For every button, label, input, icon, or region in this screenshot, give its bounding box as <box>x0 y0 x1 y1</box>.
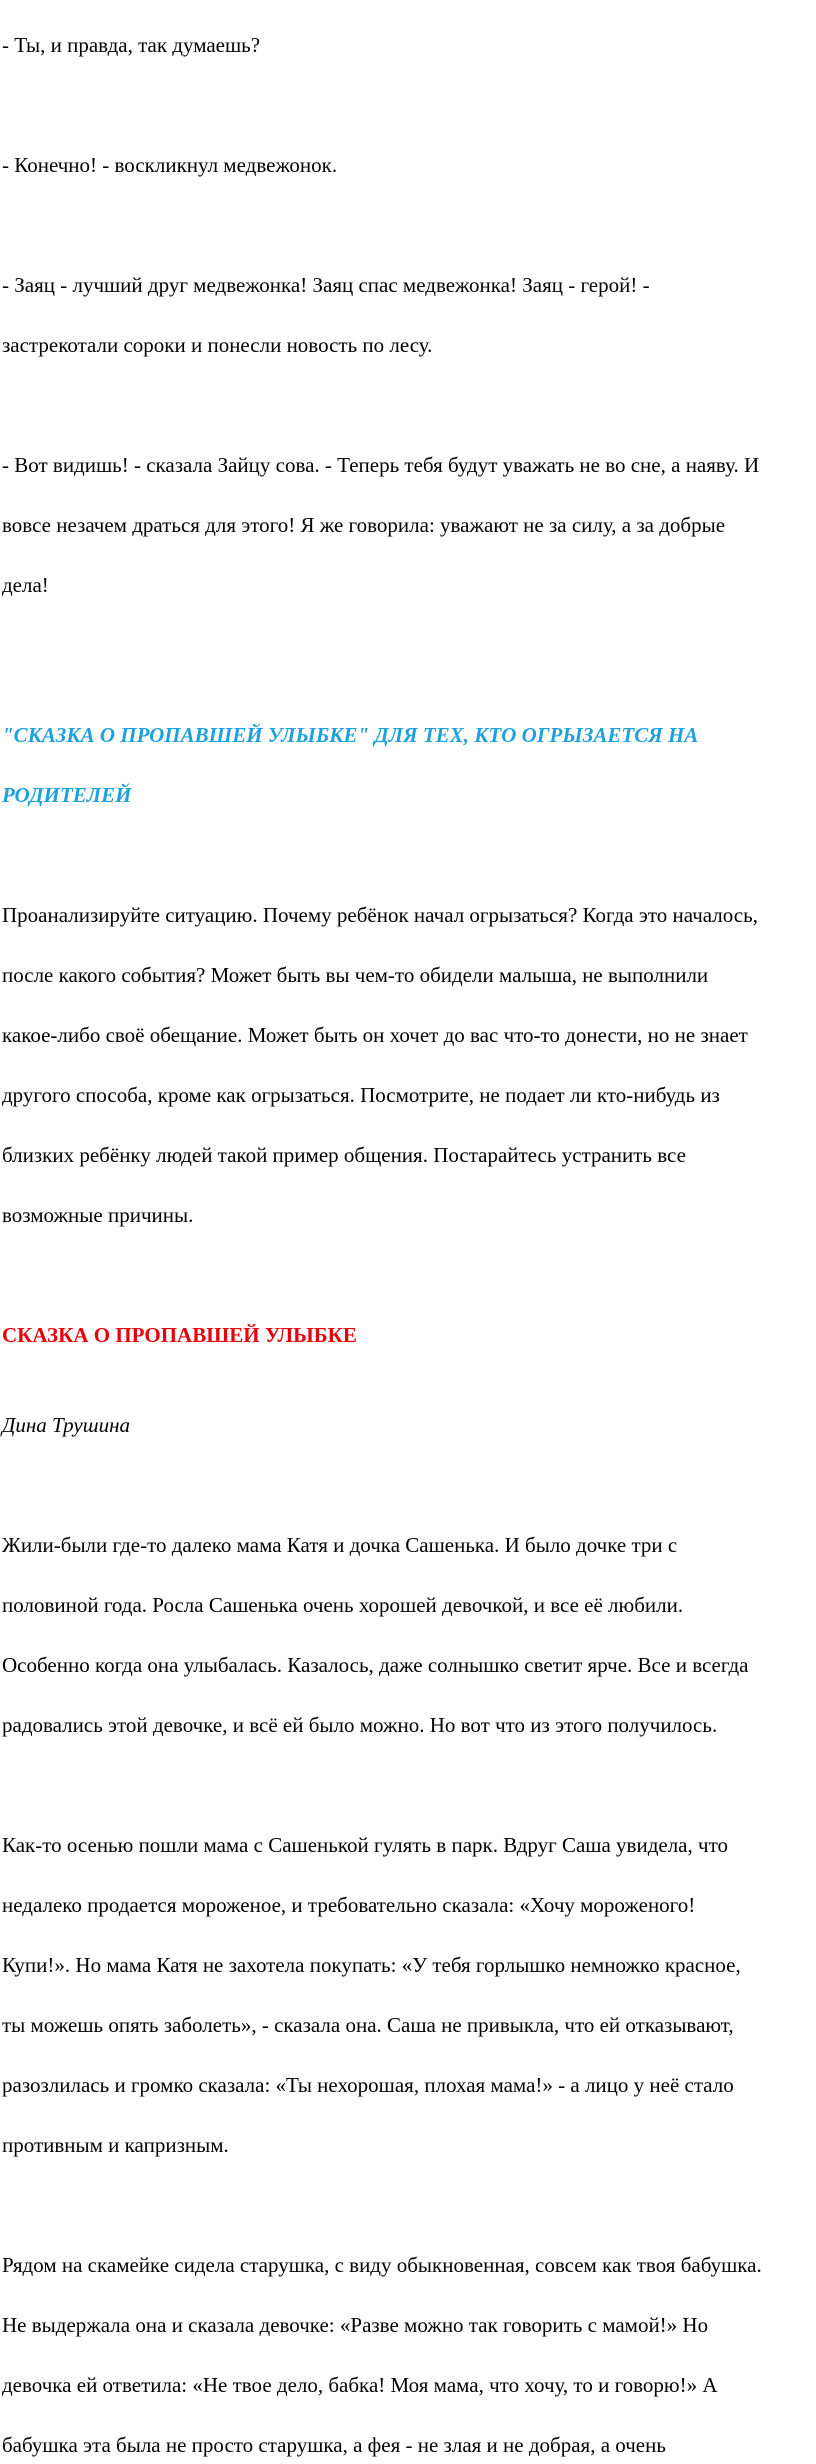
text-line: половиной года. Росла Сашенька очень хорошей девочкой, и все её любили. <box>2 1593 684 1617</box>
text-line: дела! <box>2 573 49 597</box>
text-line: Рядом на скамейке сидела старушка, с виду обыкновенная, совсем как твоя бабушка. <box>2 2253 762 2277</box>
text-line: ты можешь опять заболеть», - сказала она. Саша не привыкла, что ей отказывают, <box>2 2013 734 2037</box>
text-line: другого способа, кроме как огрызаться. Посмотрите, не подает ли кто-нибудь из <box>2 1083 720 1107</box>
text-line: Проанализируйте ситуацию. Почему ребёнок начал огрызаться? Когда это началось, <box>2 903 758 927</box>
text-line: Жили-были где-то далеко мама Катя и дочка Сашенька. И было дочке три с <box>2 1533 678 1557</box>
text-line: девочка ей ответила: «Не твое дело, бабка! Моя мама, что хочу, то и говорю!» А <box>2 2373 718 2397</box>
text-line: возможные причины. <box>2 1203 194 1227</box>
text-line: - Ты, и правда, так думаешь? <box>2 33 261 57</box>
text-line: вовсе незачем драться для этого! Я же говорила: уважают не за силу, а за добрые <box>2 513 726 537</box>
text-line: - Заяц - лучший друг медвежонка! Заяц спас медвежонка! Заяц - герой! - <box>2 273 650 297</box>
text-line: Не выдержала она и сказала девочке: «Разве можно так говорить с мамой!» Но <box>2 2313 709 2337</box>
story-paragraph-2 <box>2 1800 814 2190</box>
story-title-text: СКАЗКА О ПРОПАВШЕЙ УЛЫБКЕ <box>2 1323 357 1347</box>
text-line: противным и капризным. <box>2 2133 229 2157</box>
text-line: недалеко продается мороженое, и требовательно сказала: «Хочу мороженого! <box>2 1893 696 1917</box>
story-title <box>2 1290 814 1380</box>
story-author-text: Дина Трушина <box>2 1413 130 1437</box>
paragraph-prev-1 <box>2 0 814 90</box>
text-line: после какого события? Может быть вы чем-то обидели малыша, не выполнили <box>2 963 709 987</box>
section-intro <box>2 870 814 1260</box>
paragraph-prev-4 <box>2 420 814 630</box>
text-line: разозлилась и громко сказала: «Ты нехорошая, плохая мама!» - а лицо у неё стало <box>2 2073 734 2097</box>
text-line: какое-либо своё обещание. Может быть он хочет до вас что-то донести, но не знает <box>2 1023 748 1047</box>
text-line: Особенно когда она улыбалась. Казалось, даже солнышко светит ярче. Все и всегда <box>2 1653 749 1677</box>
text-line: - Конечно! - воскликнул медвежонок. <box>2 153 338 177</box>
text-line: радовались этой девочке, и всё ей было можно. Но вот что из этого получилось. <box>2 1713 718 1737</box>
text-line: застрекотали сороки и понесли новость по лесу. <box>2 333 433 357</box>
text-line: Купи!». Но мама Катя не захотела покупать: «У тебя горлышко немножко красное, <box>2 1953 741 1977</box>
paragraph-prev-3 <box>2 240 814 390</box>
heading-line: "СКАЗКА О ПРОПАВШЕЙ УЛЫБКЕ" ДЛЯ ТЕХ, КТО ОГРЫЗАЕТСЯ НА <box>2 723 699 747</box>
text-line: Как-то осенью пошли мама с Сашенькой гулять в парк. Вдруг Саша увидела, что <box>2 1833 728 1857</box>
paragraph-prev-2 <box>2 120 814 210</box>
story-paragraph-1 <box>2 1500 814 1770</box>
section-heading <box>2 690 814 840</box>
story-paragraph-3 <box>2 2220 814 2464</box>
text-line: близких ребёнку людей такой пример общения. Постарайтесь устранить все <box>2 1143 686 1167</box>
story-author <box>2 1380 814 1470</box>
text-line: бабушка эта была не просто старушка, а фея - не злая и не добрая, а очень <box>2 2433 666 2457</box>
text-line: - Вот видишь! - сказала Зайцу сова. - Теперь тебя будут уважать не во сне, а наяву. И <box>2 453 760 477</box>
document-page <box>2 0 814 2464</box>
heading-line: РОДИТЕЛЕЙ <box>2 783 132 807</box>
